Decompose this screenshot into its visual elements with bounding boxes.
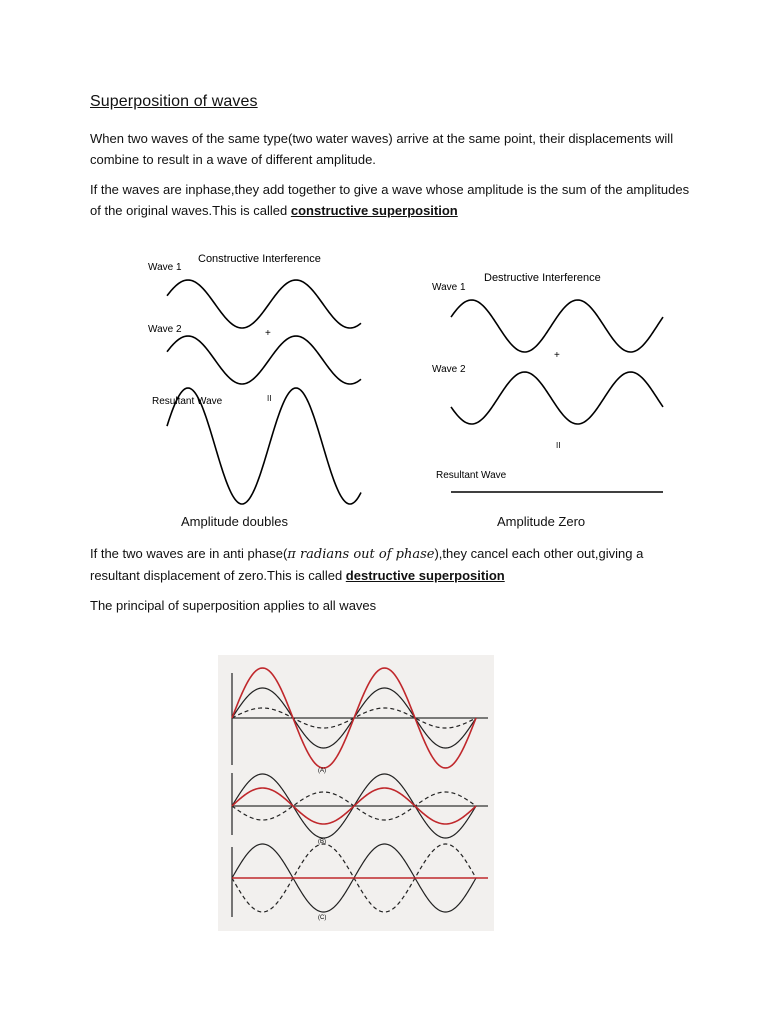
destructive-caption: Amplitude Zero [497, 514, 586, 529]
destructive-term: destructive superposition [345, 568, 505, 583]
constructive-caption: Amplitude doubles [181, 514, 288, 529]
destructive-paragraph [90, 543, 690, 586]
principle-paragraph: The principal of superposition applies to all waves [90, 598, 377, 613]
destructive-plus-sign: + [554, 350, 560, 361]
constructive-wave1-label: Wave 1 [148, 262, 182, 273]
constructive-paragraph [90, 179, 690, 221]
superposition-comparison-figure [218, 655, 494, 931]
constructive-equals-sign: II [267, 394, 272, 403]
destructive-paragraph-text-b: ),they cancel each other out,giving a resultant displacement of zero.This is called [90, 546, 644, 583]
constructive-term: constructive superposition [290, 203, 458, 218]
destructive-wave2-label: Wave 2 [432, 364, 466, 375]
destructive-resultant-label: Resultant Wave [436, 470, 507, 481]
intro-paragraph: When two waves of the same type(two water waves) arrive at the same point, their displacements will combine to result in a wave of different amplitude. [90, 131, 674, 167]
constructive-wave2-label: Wave 2 [148, 324, 182, 335]
phase-math-expression: π radians out of phase [287, 547, 435, 562]
constructive-plus-sign: + [265, 328, 271, 339]
destructive-equals-sign: II [556, 441, 561, 450]
panel-c-label: (C) [318, 915, 327, 921]
destructive-paragraph-text-a: If the two waves are in anti phase( [90, 546, 288, 561]
page-title: Superposition of waves [90, 93, 258, 110]
destructive-title: Destructive Interference [484, 272, 601, 284]
panel-a-label: (A) [318, 768, 326, 774]
constructive-title: Constructive Interference [198, 253, 321, 265]
constructive-paragraph-text: If the waves are inphase,they add together to give a wave whose amplitude is the sum of the amplitudes of the original waves.This is called [90, 182, 690, 218]
panel-b-label: (B) [318, 839, 326, 845]
constructive-interference-figure [143, 250, 365, 512]
destructive-wave1-label: Wave 1 [432, 282, 466, 293]
destructive-interference-figure [427, 268, 665, 498]
constructive-resultant-label: Resultant Wave [152, 396, 223, 407]
